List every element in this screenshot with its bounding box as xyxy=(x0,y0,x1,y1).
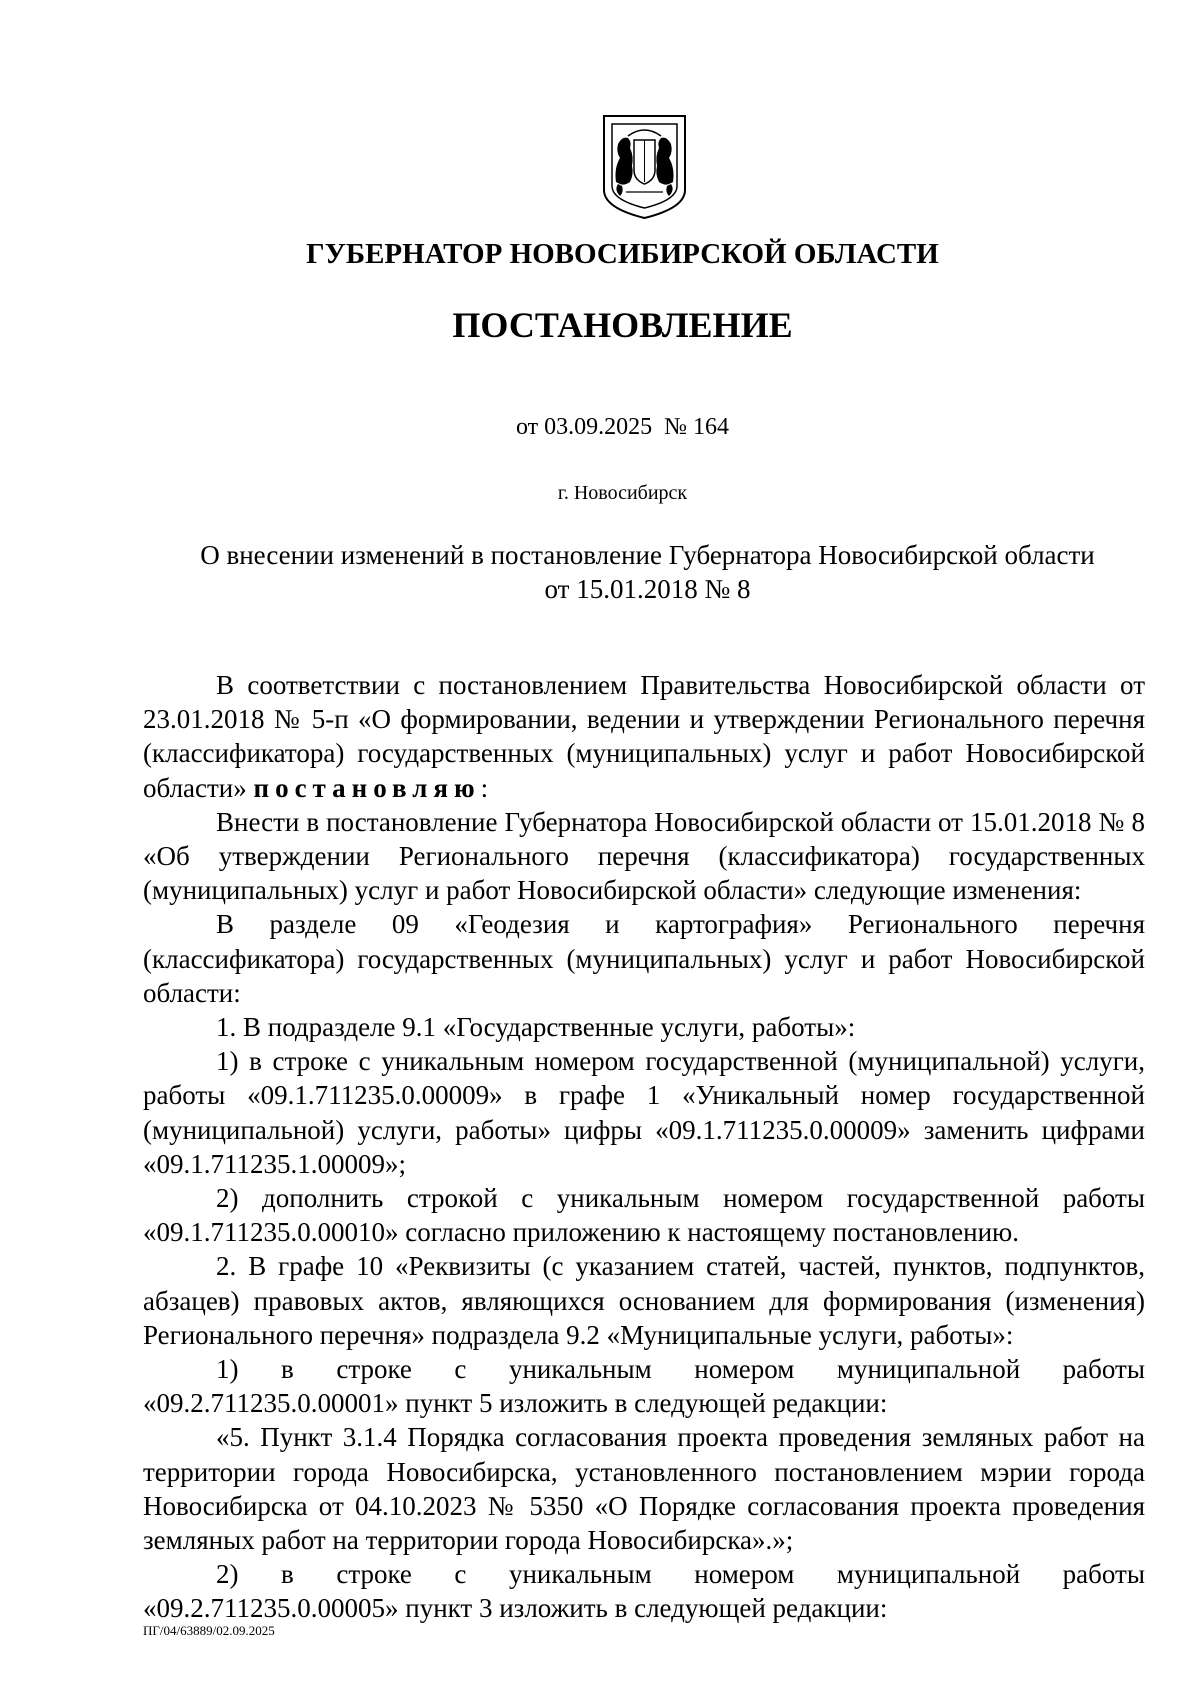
decree-word: постановляю xyxy=(253,772,481,803)
paragraph-10: 2) в строке с уникальным номером муниципальной работы «09.2.711235.0.00005» пункт 3 изложить в следующей редакции: xyxy=(143,1559,1145,1624)
coat-of-arms-icon xyxy=(598,112,691,220)
preamble-end: : xyxy=(480,772,489,803)
paragraph-7: 2. В графе 10 «Реквизиты (с указанием статей, частей, пунктов, подпунктов, абзацев) правовых актов, являющихся основанием для формирования (изменения) Регионального перечня» подраздела 9.2 «Муниципальные услуги, работы»: xyxy=(143,1251,1145,1350)
subject-line-1: О внесении изменений в постановление Губернатора Новосибирской области xyxy=(200,540,1095,570)
document-subject xyxy=(150,538,1145,606)
paragraph-2: Внести в постановление Губернатора Новосибирской области от 15.01.2018 № 8 «Об утверждении Регионального перечня (классификатора) государственных (муниципальных) услуг и работ Новосибирской области» следующие изменения: xyxy=(143,806,1145,906)
paragraph-9: «5. Пункт 3.1.4 Порядка согласования проекта проведения земляных работ на территории города Новосибирска, установленного постановлением мэрии города Новосибирска от 04.10.2023 № 5350 «О Порядке согласования проекта проведения земляных работ на территории города Новосибирска».»; xyxy=(143,1422,1145,1556)
preamble-text: В соответствии с постановлением Правительства Новосибирской области от 23.01.2018 № 5-п «О формировании, ведении и утверждении Регионального перечня (классификатора) государственных (муниципальных) услуг и работ Новосибирской области» xyxy=(143,670,1145,803)
paragraph-6: 2) дополнить строкой с уникальным номером государственной работы «09.1.711235.0.00010» согласно приложению к настоящему постановлению. xyxy=(143,1183,1145,1248)
document-footer-code: ПГ/04/63889/02.09.2025 xyxy=(143,1623,275,1638)
authority-title: ГУБЕРНАТОР НОВОСИБИРСКОЙ ОБЛАСТИ xyxy=(306,238,939,270)
paragraph-8: 1) в строке с уникальным номером муниципальной работы «09.2.711235.0.00001» пункт 5 изложить в следующей редакции: xyxy=(143,1354,1145,1419)
paragraph-preamble xyxy=(143,668,1145,805)
subject-line-2: от 15.01.2018 № 8 xyxy=(544,574,751,604)
paragraph-3: В разделе 09 «Геодезия и картография» Регионального перечня (классификатора) государственных (муниципальных) услуг и работ Новосибирской области: xyxy=(143,909,1145,1008)
paragraph-5: 1) в строке с уникальным номером государственной (муниципальной) услуги, работы «09.1.711235.0.00009» в графе 1 «Уникальный номер государственной (муниципальной) услуги, работы» цифры «09.1.711235.0.00009» заменить цифрами «09.1.711235.1.00009»; xyxy=(143,1046,1145,1179)
document-type: ПОСТАНОВЛЕНИЕ xyxy=(452,305,793,345)
document-date-number: от 03.09.2025 № 164 xyxy=(515,414,730,440)
document-city: г. Новосибирск xyxy=(557,482,688,504)
paragraph-4: 1. В подразделе 9.1 «Государственные услуги, работы»: xyxy=(216,1012,856,1043)
document-body xyxy=(143,668,1145,1626)
